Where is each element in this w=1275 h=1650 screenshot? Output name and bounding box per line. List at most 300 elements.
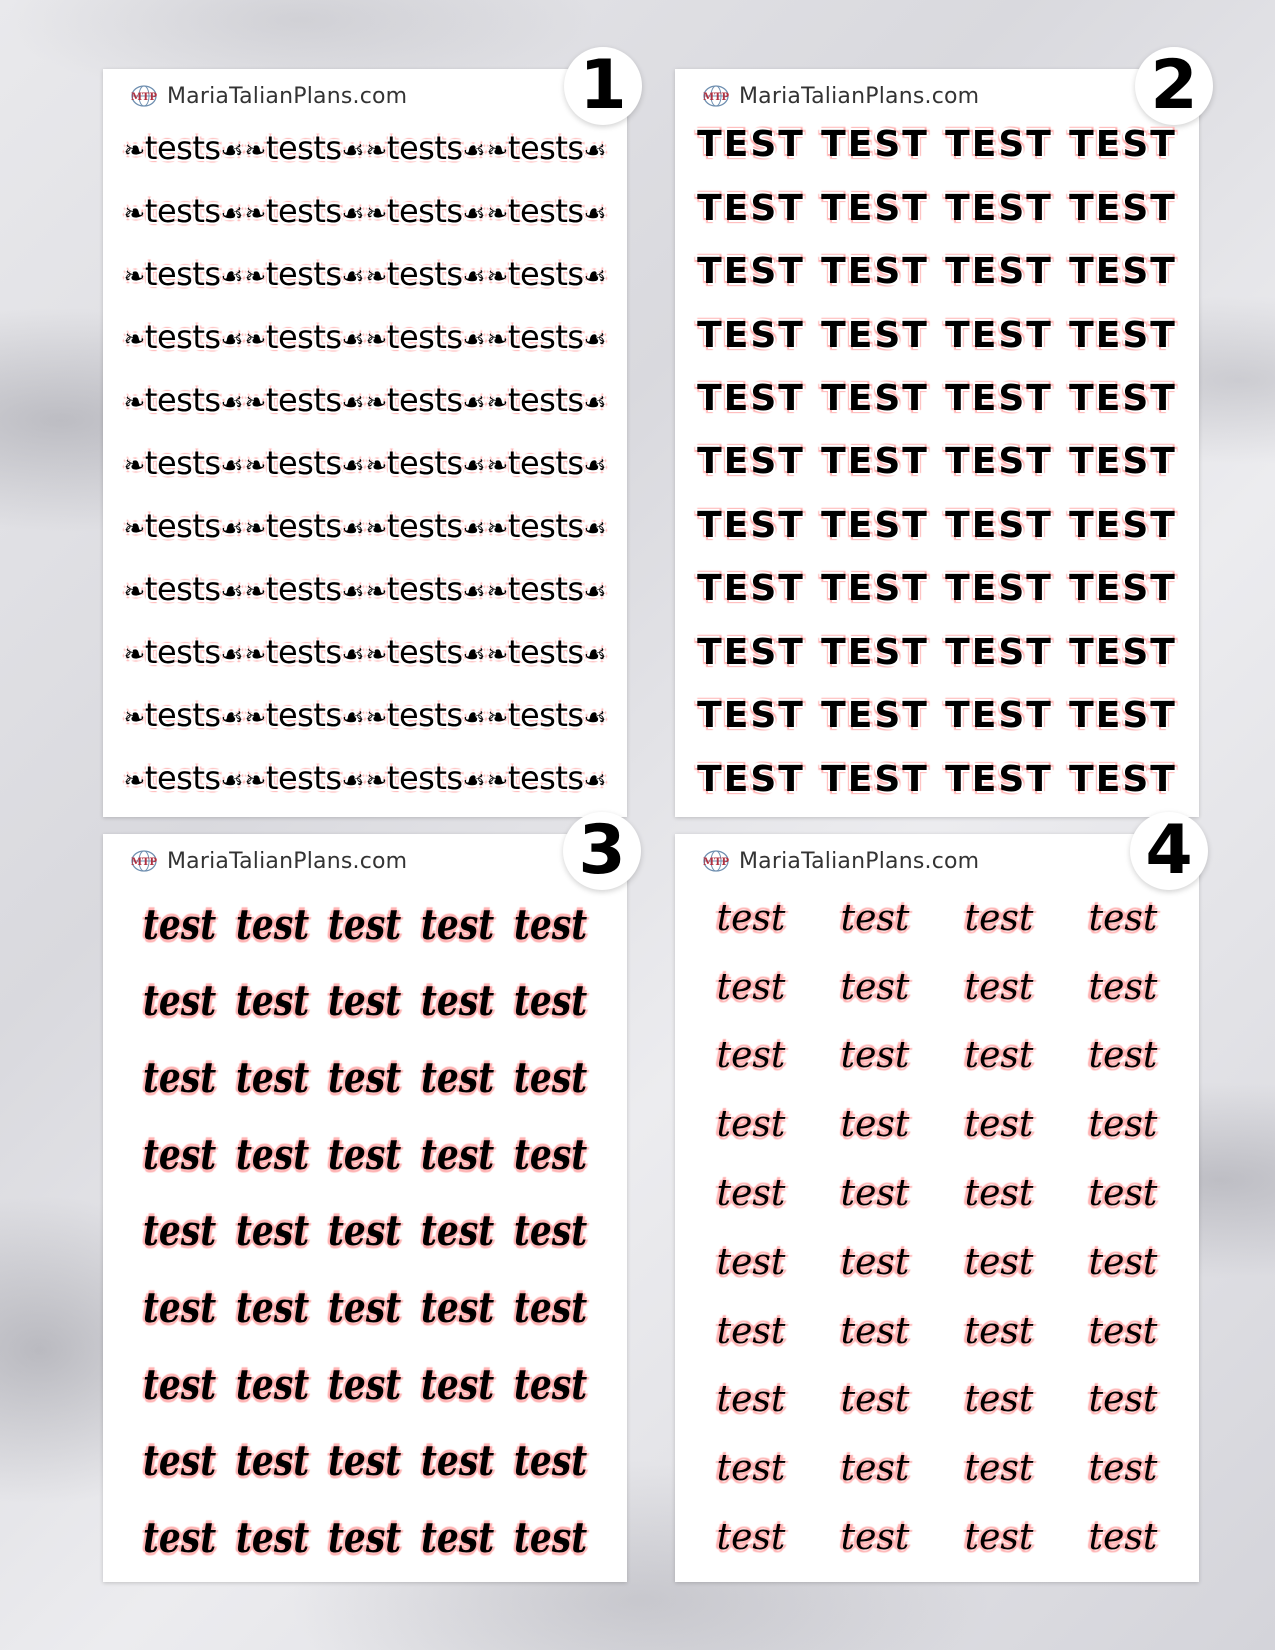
sticker-word: tests: [144, 569, 221, 608]
leaf-ornament-icon: ☙: [220, 325, 244, 356]
leaf-ornament-icon: ❧: [123, 702, 145, 733]
word-sticker: test: [964, 1035, 1034, 1077]
leaf-ornament-icon: ❧: [244, 199, 266, 230]
leaf-ornament-icon: ❧: [486, 702, 508, 733]
word-sticker: test: [421, 1129, 495, 1179]
word-sticker: TEST: [821, 124, 929, 166]
word-sticker: test: [235, 1053, 309, 1103]
word-sticker: TEST: [697, 378, 805, 420]
sticker-word: tests: [144, 381, 221, 420]
site-name: MariaTalianPlans.com: [739, 848, 980, 874]
word-sticker: [124, 129, 244, 167]
leaf-ornament-icon: ❧: [123, 199, 145, 230]
svg-text:MTP: MTP: [702, 857, 730, 868]
sticker-word: tests: [507, 129, 584, 168]
leaf-ornament-icon: ❧: [244, 765, 266, 796]
sticker-word: tests: [507, 506, 584, 545]
word-sticker: [245, 759, 365, 797]
word-sticker: [124, 570, 244, 608]
word-sticker: [124, 633, 244, 671]
word-sticker: test: [840, 1517, 910, 1559]
word-sticker: test: [142, 1206, 216, 1256]
word-sticker: test: [964, 1104, 1034, 1146]
sticker-word: tests: [507, 381, 584, 420]
word-sticker: test: [514, 1053, 588, 1103]
word-sticker: test: [1088, 1104, 1158, 1146]
word-sticker: test: [328, 1129, 402, 1179]
word-sticker: TEST: [697, 251, 805, 293]
word-sticker: test: [716, 1104, 786, 1146]
word-sticker: test: [235, 1206, 309, 1256]
leaf-ornament-icon: ❧: [365, 136, 387, 167]
sticker-word: tests: [144, 129, 221, 168]
word-sticker: test: [235, 899, 309, 949]
sticker-word: tests: [144, 255, 221, 294]
leaf-ornament-icon: ☙: [220, 199, 244, 230]
word-sticker: [366, 696, 486, 734]
leaf-ornament-icon: ☙: [341, 702, 365, 733]
sheet-number-badge: 4: [1130, 812, 1208, 890]
word-sticker: TEST: [821, 187, 929, 229]
word-sticker: TEST: [945, 378, 1053, 420]
word-sticker: test: [421, 976, 495, 1026]
word-sticker: TEST: [697, 314, 805, 356]
word-sticker: test: [142, 1513, 216, 1563]
word-sticker: test: [1088, 1241, 1158, 1283]
word-sticker: test: [840, 966, 910, 1008]
word-sticker: TEST: [697, 631, 805, 673]
word-sticker: [245, 696, 365, 734]
word-sticker: TEST: [697, 504, 805, 546]
word-sticker: TEST: [1069, 568, 1177, 610]
leaf-ornament-icon: ❧: [244, 262, 266, 293]
word-sticker: [245, 381, 365, 419]
leaf-ornament-icon: ☙: [583, 199, 607, 230]
word-sticker: TEST: [1069, 314, 1177, 356]
leaf-ornament-icon: ☙: [220, 388, 244, 419]
site-name: MariaTalianPlans.com: [167, 848, 408, 874]
word-sticker: test: [328, 976, 402, 1026]
word-sticker: [366, 759, 486, 797]
word-sticker: test: [328, 1053, 402, 1103]
word-sticker: [366, 633, 486, 671]
leaf-ornament-icon: ☙: [462, 325, 486, 356]
word-sticker: TEST: [945, 568, 1053, 610]
word-sticker: test: [840, 1310, 910, 1352]
word-sticker: test: [964, 1310, 1034, 1352]
word-sticker: TEST: [697, 187, 805, 229]
word-sticker: TEST: [945, 441, 1053, 483]
word-sticker: test: [514, 1513, 588, 1563]
leaf-ornament-icon: ❧: [486, 576, 508, 607]
word-sticker: [366, 129, 486, 167]
word-sticker: test: [840, 1379, 910, 1421]
word-sticker: test: [328, 1283, 402, 1333]
word-sticker: test: [964, 1517, 1034, 1559]
globe-logo-icon: [701, 84, 731, 108]
sticker-word: tests: [507, 758, 584, 797]
leaf-ornament-icon: ❧: [486, 199, 508, 230]
word-sticker: test: [421, 1206, 495, 1256]
word-sticker: test: [964, 1448, 1034, 1490]
leaf-ornament-icon: ☙: [220, 136, 244, 167]
leaf-ornament-icon: ☙: [220, 639, 244, 670]
leaf-ornament-icon: ❧: [244, 450, 266, 481]
sticker-word: tests: [507, 192, 584, 231]
word-sticker: test: [1088, 1310, 1158, 1352]
sheet-number-badge: 1: [564, 47, 642, 125]
brand: [129, 83, 407, 109]
word-sticker: [124, 444, 244, 482]
sticker-sheet-4: [675, 811, 1199, 1582]
word-sticker: [124, 255, 244, 293]
word-sticker: [366, 444, 486, 482]
word-sticker: [245, 444, 365, 482]
word-sticker: TEST: [697, 568, 805, 610]
word-sticker: [487, 129, 607, 167]
word-sticker: test: [964, 966, 1034, 1008]
word-sticker: test: [142, 1129, 216, 1179]
word-sticker: test: [514, 1359, 588, 1409]
word-sticker: test: [1088, 1448, 1158, 1490]
word-sticker: test: [964, 1173, 1034, 1215]
word-sticker: test: [421, 1359, 495, 1409]
leaf-ornament-icon: ❧: [365, 576, 387, 607]
word-sticker: TEST: [1069, 378, 1177, 420]
word-sticker: [487, 255, 607, 293]
leaf-ornament-icon: ❧: [244, 136, 266, 167]
sticker-word: tests: [265, 695, 342, 734]
leaf-ornament-icon: ☙: [462, 199, 486, 230]
sticker-word: tests: [265, 569, 342, 608]
word-sticker: TEST: [697, 758, 805, 800]
word-sticker: [124, 759, 244, 797]
leaf-ornament-icon: ❧: [486, 639, 508, 670]
word-sticker: [366, 318, 486, 356]
word-sticker: test: [235, 1283, 309, 1333]
word-sticker: [245, 507, 365, 545]
leaf-ornament-icon: ❧: [486, 765, 508, 796]
word-sticker: [487, 570, 607, 608]
word-sticker: [245, 129, 365, 167]
sticker-word: tests: [386, 758, 463, 797]
sticker-word: tests: [507, 695, 584, 734]
word-sticker: test: [235, 1129, 309, 1179]
leaf-ornament-icon: ☙: [341, 576, 365, 607]
word-sticker: test: [328, 1359, 402, 1409]
word-sticker: test: [840, 1241, 910, 1283]
leaf-ornament-icon: ❧: [486, 513, 508, 544]
leaf-ornament-icon: ☙: [583, 262, 607, 293]
word-sticker: test: [1088, 1517, 1158, 1559]
word-sticker: [487, 507, 607, 545]
word-sticker: [124, 192, 244, 230]
sticker-sheet-2: [675, 46, 1199, 817]
word-sticker: test: [514, 976, 588, 1026]
word-sticker: test: [1088, 966, 1158, 1008]
word-sticker: [245, 633, 365, 671]
sticker-grid: [675, 884, 1199, 1572]
leaf-ornament-icon: ❧: [123, 325, 145, 356]
leaf-ornament-icon: ❧: [365, 513, 387, 544]
sticker-word: tests: [144, 758, 221, 797]
sticker-word: tests: [144, 443, 221, 482]
word-sticker: [124, 318, 244, 356]
word-sticker: test: [142, 899, 216, 949]
word-sticker: TEST: [821, 251, 929, 293]
leaf-ornament-icon: ❧: [244, 576, 266, 607]
word-sticker: TEST: [821, 695, 929, 737]
leaf-ornament-icon: ☙: [341, 136, 365, 167]
globe-logo-icon: [701, 849, 731, 873]
word-sticker: TEST: [821, 504, 929, 546]
word-sticker: TEST: [1069, 695, 1177, 737]
word-sticker: test: [235, 1359, 309, 1409]
sticker-word: tests: [265, 632, 342, 671]
word-sticker: test: [840, 1448, 910, 1490]
leaf-ornament-icon: ☙: [583, 450, 607, 481]
word-sticker: [366, 507, 486, 545]
leaf-ornament-icon: ❧: [365, 450, 387, 481]
sticker-word: tests: [386, 129, 463, 168]
word-sticker: [487, 192, 607, 230]
leaf-ornament-icon: ☙: [583, 702, 607, 733]
sticker-word: tests: [507, 318, 584, 357]
leaf-ornament-icon: ❧: [123, 513, 145, 544]
sticker-word: tests: [265, 255, 342, 294]
word-sticker: [245, 255, 365, 293]
word-sticker: test: [235, 1436, 309, 1486]
word-sticker: test: [421, 899, 495, 949]
word-sticker: test: [840, 1035, 910, 1077]
svg-text:MTP: MTP: [130, 92, 158, 103]
sticker-sheet-1: [103, 46, 627, 817]
sticker-word: tests: [265, 506, 342, 545]
sticker-word: tests: [265, 758, 342, 797]
leaf-ornament-icon: ❧: [123, 136, 145, 167]
sticker-word: tests: [386, 318, 463, 357]
sticker-word: tests: [507, 632, 584, 671]
word-sticker: test: [514, 1436, 588, 1486]
sticker-word: tests: [386, 695, 463, 734]
leaf-ornament-icon: ❧: [365, 262, 387, 293]
word-sticker: test: [716, 1310, 786, 1352]
word-sticker: test: [142, 1436, 216, 1486]
brand: [701, 83, 979, 109]
word-sticker: test: [235, 976, 309, 1026]
leaf-ornament-icon: ☙: [583, 388, 607, 419]
sticker-word: tests: [144, 506, 221, 545]
sticker-word: tests: [507, 443, 584, 482]
sticker-word: tests: [507, 255, 584, 294]
leaf-ornament-icon: ❧: [486, 388, 508, 419]
word-sticker: TEST: [697, 441, 805, 483]
sticker-word: tests: [386, 443, 463, 482]
word-sticker: TEST: [1069, 124, 1177, 166]
word-sticker: test: [964, 1241, 1034, 1283]
leaf-ornament-icon: ❧: [365, 765, 387, 796]
leaf-ornament-icon: ❧: [123, 262, 145, 293]
leaf-ornament-icon: ☙: [583, 513, 607, 544]
word-sticker: test: [142, 1359, 216, 1409]
leaf-ornament-icon: ❧: [123, 765, 145, 796]
leaf-ornament-icon: ❧: [365, 639, 387, 670]
word-sticker: test: [1088, 1379, 1158, 1421]
leaf-ornament-icon: ❧: [123, 576, 145, 607]
leaf-ornament-icon: ☙: [220, 702, 244, 733]
sticker-word: tests: [144, 318, 221, 357]
word-sticker: test: [716, 1241, 786, 1283]
leaf-ornament-icon: ☙: [341, 262, 365, 293]
leaf-ornament-icon: ☙: [341, 765, 365, 796]
word-sticker: [124, 696, 244, 734]
leaf-ornament-icon: ☙: [583, 576, 607, 607]
word-sticker: [366, 570, 486, 608]
leaf-ornament-icon: ❧: [365, 199, 387, 230]
word-sticker: TEST: [821, 568, 929, 610]
leaf-ornament-icon: ❧: [244, 325, 266, 356]
word-sticker: test: [142, 976, 216, 1026]
word-sticker: TEST: [1069, 758, 1177, 800]
word-sticker: TEST: [945, 251, 1053, 293]
leaf-ornament-icon: ❧: [365, 325, 387, 356]
word-sticker: test: [514, 1283, 588, 1333]
word-sticker: [487, 318, 607, 356]
word-sticker: TEST: [945, 124, 1053, 166]
word-sticker: test: [421, 1513, 495, 1563]
leaf-ornament-icon: ☙: [583, 325, 607, 356]
word-sticker: TEST: [1069, 504, 1177, 546]
leaf-ornament-icon: ☙: [462, 702, 486, 733]
leaf-ornament-icon: ❧: [244, 513, 266, 544]
leaf-ornament-icon: ❧: [486, 136, 508, 167]
word-sticker: TEST: [821, 758, 929, 800]
sticker-grid: [103, 886, 627, 1576]
word-sticker: test: [328, 1436, 402, 1486]
leaf-ornament-icon: ☙: [341, 450, 365, 481]
sticker-word: tests: [144, 695, 221, 734]
leaf-ornament-icon: ☙: [462, 262, 486, 293]
word-sticker: test: [142, 1053, 216, 1103]
sticker-grid: [103, 117, 627, 809]
word-sticker: [487, 696, 607, 734]
word-sticker: test: [716, 1379, 786, 1421]
word-sticker: [245, 192, 365, 230]
leaf-ornament-icon: ☙: [220, 262, 244, 293]
sheet-number-badge: 3: [563, 812, 641, 890]
word-sticker: TEST: [1069, 251, 1177, 293]
word-sticker: TEST: [821, 378, 929, 420]
word-sticker: test: [514, 1206, 588, 1256]
brand: [129, 848, 407, 874]
word-sticker: test: [514, 1129, 588, 1179]
sticker-word: tests: [265, 318, 342, 357]
leaf-ornament-icon: ❧: [123, 388, 145, 419]
leaf-ornament-icon: ☙: [583, 765, 607, 796]
leaf-ornament-icon: ☙: [462, 576, 486, 607]
sticker-sheet-3: [103, 811, 627, 1582]
leaf-ornament-icon: ❧: [244, 639, 266, 670]
globe-logo-icon: [129, 849, 159, 873]
word-sticker: test: [716, 1173, 786, 1215]
leaf-ornament-icon: ❧: [486, 450, 508, 481]
svg-text:MTP: MTP: [130, 857, 158, 868]
word-sticker: [366, 192, 486, 230]
leaf-ornament-icon: ☙: [462, 639, 486, 670]
word-sticker: TEST: [945, 695, 1053, 737]
leaf-ornament-icon: ❧: [365, 388, 387, 419]
leaf-ornament-icon: ☙: [462, 136, 486, 167]
word-sticker: TEST: [945, 187, 1053, 229]
word-sticker: TEST: [1069, 631, 1177, 673]
sticker-word: tests: [144, 192, 221, 231]
leaf-ornament-icon: ☙: [220, 576, 244, 607]
leaf-ornament-icon: ☙: [220, 450, 244, 481]
leaf-ornament-icon: ❧: [486, 325, 508, 356]
leaf-ornament-icon: ☙: [341, 388, 365, 419]
sticker-word: tests: [265, 192, 342, 231]
sticker-word: tests: [265, 129, 342, 168]
sticker-word: tests: [386, 569, 463, 608]
site-name: MariaTalianPlans.com: [739, 83, 980, 109]
word-sticker: test: [235, 1513, 309, 1563]
word-sticker: TEST: [945, 504, 1053, 546]
word-sticker: [366, 255, 486, 293]
leaf-ornament-icon: ☙: [341, 513, 365, 544]
sticker-word: tests: [507, 569, 584, 608]
sticker-word: tests: [386, 506, 463, 545]
leaf-ornament-icon: ☙: [583, 136, 607, 167]
word-sticker: test: [840, 897, 910, 939]
word-sticker: TEST: [697, 124, 805, 166]
word-sticker: [124, 507, 244, 545]
sticker-grid: [675, 113, 1199, 811]
word-sticker: TEST: [821, 631, 929, 673]
brand: [701, 848, 979, 874]
word-sticker: [124, 381, 244, 419]
word-sticker: test: [840, 1173, 910, 1215]
word-sticker: TEST: [1069, 187, 1177, 229]
leaf-ornament-icon: ☙: [341, 199, 365, 230]
word-sticker: [487, 444, 607, 482]
leaf-ornament-icon: ☙: [583, 639, 607, 670]
word-sticker: test: [142, 1283, 216, 1333]
leaf-ornament-icon: ☙: [462, 450, 486, 481]
word-sticker: test: [1088, 1035, 1158, 1077]
word-sticker: [487, 759, 607, 797]
leaf-ornament-icon: ☙: [462, 388, 486, 419]
word-sticker: test: [716, 1035, 786, 1077]
word-sticker: test: [964, 1379, 1034, 1421]
leaf-ornament-icon: ☙: [220, 765, 244, 796]
word-sticker: test: [514, 899, 588, 949]
site-name: MariaTalianPlans.com: [167, 83, 408, 109]
word-sticker: test: [716, 966, 786, 1008]
leaf-ornament-icon: ❧: [365, 702, 387, 733]
svg-text:MTP: MTP: [702, 92, 730, 103]
leaf-ornament-icon: ☙: [341, 325, 365, 356]
sheet-number-badge: 2: [1135, 47, 1213, 125]
word-sticker: test: [1088, 897, 1158, 939]
sticker-word: tests: [386, 255, 463, 294]
word-sticker: test: [421, 1053, 495, 1103]
leaf-ornament-icon: ❧: [244, 388, 266, 419]
word-sticker: [487, 381, 607, 419]
word-sticker: TEST: [821, 441, 929, 483]
sticker-word: tests: [265, 443, 342, 482]
sticker-word: tests: [386, 192, 463, 231]
word-sticker: test: [328, 899, 402, 949]
